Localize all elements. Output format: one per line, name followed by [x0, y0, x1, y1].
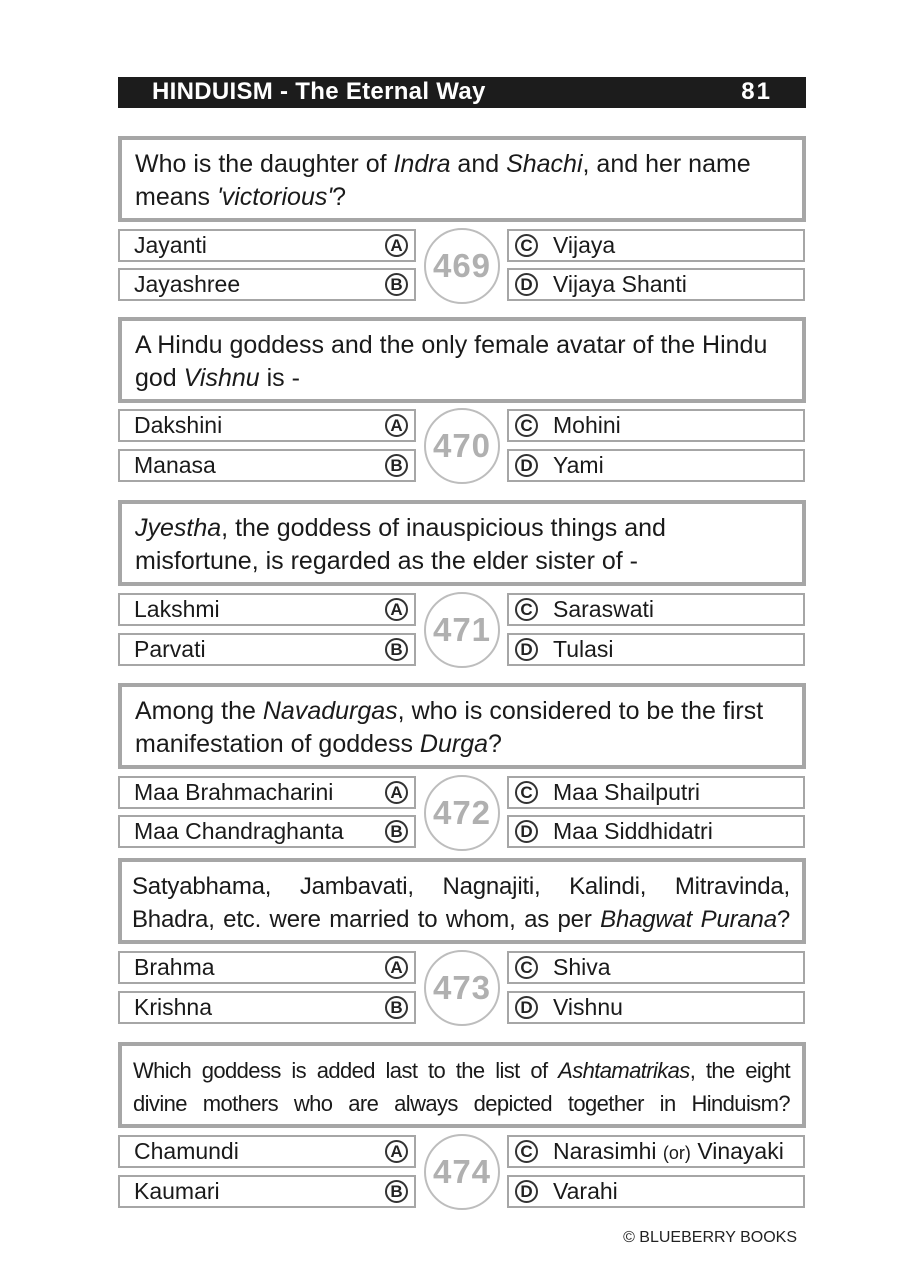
question-segment: 'victorious'	[216, 183, 333, 211]
option-a-label: Brahma	[134, 954, 215, 980]
option-d-label: Maa Siddhidatri	[553, 818, 713, 844]
option-d-474[interactable]	[507, 1175, 805, 1208]
option-d-472[interactable]	[507, 815, 805, 848]
question-segment: , who is considered to be the first manifestation of goddess	[135, 697, 764, 758]
option-b-label: Kaumari	[134, 1178, 220, 1204]
option-c-472[interactable]	[507, 776, 805, 809]
question-segment: and	[450, 150, 507, 178]
option-d-label: Vishnu	[553, 994, 623, 1020]
letter-a-icon: A	[385, 234, 408, 257]
option-b-473[interactable]	[118, 991, 416, 1024]
question-segment: Indra	[393, 150, 451, 178]
question-segment: ?	[776, 906, 790, 933]
option-d-473[interactable]	[507, 991, 805, 1024]
option-c-main: Narasimhi	[553, 1138, 657, 1164]
option-c-label: Saraswati	[553, 596, 654, 622]
question-text-473	[118, 858, 806, 944]
question-text-471	[118, 500, 806, 586]
option-b-label: Krishna	[134, 994, 212, 1020]
option-a-label: Lakshmi	[134, 596, 220, 622]
option-b-469[interactable]	[118, 268, 416, 301]
letter-d-icon: D	[515, 273, 538, 296]
option-d-471[interactable]	[507, 633, 805, 666]
option-d-469[interactable]	[507, 268, 805, 301]
option-c-473[interactable]	[507, 951, 805, 984]
option-b-label: Jayashree	[134, 271, 241, 297]
letter-c-icon: C	[515, 1140, 538, 1163]
option-c-tail: Vinayaki	[697, 1138, 784, 1164]
option-a-label: Maa Brahmacharini	[134, 779, 334, 805]
letter-a-icon: A	[385, 598, 408, 621]
letter-c-icon: C	[515, 414, 538, 437]
question-number-470: 470	[424, 408, 500, 484]
option-a-473[interactable]	[118, 951, 416, 984]
question-segment: Navadurgas	[262, 697, 398, 725]
option-a-471[interactable]	[118, 593, 416, 626]
letter-b-icon: B	[385, 273, 408, 296]
option-b-471[interactable]	[118, 633, 416, 666]
letter-b-icon: B	[385, 454, 408, 477]
option-d-label: Tulasi	[553, 636, 614, 662]
question-segment: Bhagwat Purana	[600, 906, 777, 933]
question-segment: Which goddess is added last to the list of	[133, 1058, 559, 1083]
letter-c-icon: C	[515, 234, 538, 257]
question-number-474: 474	[424, 1134, 500, 1210]
option-c-470[interactable]	[507, 409, 805, 442]
question-segment: , and her name means	[135, 150, 751, 211]
option-b-470[interactable]	[118, 449, 416, 482]
question-text-470	[118, 317, 806, 403]
option-c-469[interactable]	[507, 229, 805, 262]
question-number-471: 471	[424, 592, 500, 668]
letter-c-icon: C	[515, 956, 538, 979]
question-segment: ?	[488, 730, 502, 758]
question-segment: is -	[259, 364, 300, 392]
footer-copyright: © BLUEBERRY BOOKS	[623, 1229, 797, 1246]
letter-a-icon: A	[385, 1140, 408, 1163]
question-text-472	[118, 683, 806, 769]
option-c-471[interactable]	[507, 593, 805, 626]
option-a-label: Chamundi	[134, 1138, 239, 1164]
option-c-label: Vijaya	[553, 232, 616, 258]
option-a-470[interactable]	[118, 409, 416, 442]
letter-d-icon: D	[515, 996, 538, 1019]
option-a-472[interactable]	[118, 776, 416, 809]
option-c-label: Mohini	[553, 412, 621, 438]
letter-b-icon: B	[385, 820, 408, 843]
option-d-label: Varahi	[553, 1178, 618, 1204]
question-segment: Among the	[135, 697, 263, 725]
option-b-label: Parvati	[134, 636, 206, 662]
question-segment: Durga	[419, 730, 488, 758]
header-title: HINDUISM - The Eternal Way	[152, 78, 486, 105]
option-d-label: Vijaya Shanti	[553, 271, 687, 297]
page-header	[118, 77, 806, 108]
question-number-472: 472	[424, 775, 500, 851]
question-segment: , the goddess of inauspicious things and misfortune, is regarded as the elder sister of -	[135, 514, 666, 575]
option-c-label: Shiva	[553, 954, 611, 980]
letter-c-icon: C	[515, 781, 538, 804]
letter-c-icon: C	[515, 598, 538, 621]
question-segment: Ashtamatrikas	[558, 1058, 690, 1083]
letter-a-icon: A	[385, 956, 408, 979]
option-d-470[interactable]	[507, 449, 805, 482]
option-c-474[interactable]	[507, 1135, 805, 1168]
question-number-473: 473	[424, 950, 500, 1026]
letter-d-icon: D	[515, 820, 538, 843]
letter-a-icon: A	[385, 414, 408, 437]
question-segment: A Hindu goddess and the only female avatar of the Hindu god	[135, 331, 768, 392]
question-segment: ?	[332, 183, 347, 211]
option-c-label: Maa Shailputri	[553, 779, 701, 805]
question-segment: Vishnu	[183, 364, 260, 392]
option-c-label	[553, 1137, 784, 1168]
letter-d-icon: D	[515, 1180, 538, 1203]
question-segment: Jyestha	[135, 514, 222, 542]
letter-d-icon: D	[515, 638, 538, 661]
question-segment: Shachi	[506, 150, 583, 178]
letter-d-icon: D	[515, 454, 538, 477]
page-number: 81	[741, 78, 772, 105]
option-a-469[interactable]	[118, 229, 416, 262]
letter-b-icon: B	[385, 996, 408, 1019]
question-segment: Satyabhama, Jambavati, Nagnajiti, Kalindi, Mitravinda, Bhadra, etc. were married to whom, as per	[132, 873, 790, 933]
question-segment: Who is the daughter of	[135, 150, 394, 178]
question-segment: , the eight divine mothers who are always depicted together in Hinduism?	[133, 1058, 790, 1116]
option-b-label: Maa Chandraghanta	[134, 818, 344, 844]
letter-b-icon: B	[385, 1180, 408, 1203]
question-text-469	[118, 136, 806, 222]
question-text-474	[118, 1042, 806, 1128]
question-number-469: 469	[424, 228, 500, 304]
option-c-or: (or)	[662, 1143, 691, 1163]
letter-b-icon: B	[385, 638, 408, 661]
option-a-label: Dakshini	[134, 412, 223, 438]
option-b-474[interactable]	[118, 1175, 416, 1208]
option-b-472[interactable]	[118, 815, 416, 848]
option-b-label: Manasa	[134, 452, 216, 478]
option-a-474[interactable]	[118, 1135, 416, 1168]
option-d-label: Yami	[553, 452, 604, 478]
option-a-label: Jayanti	[134, 232, 207, 258]
letter-a-icon: A	[385, 781, 408, 804]
